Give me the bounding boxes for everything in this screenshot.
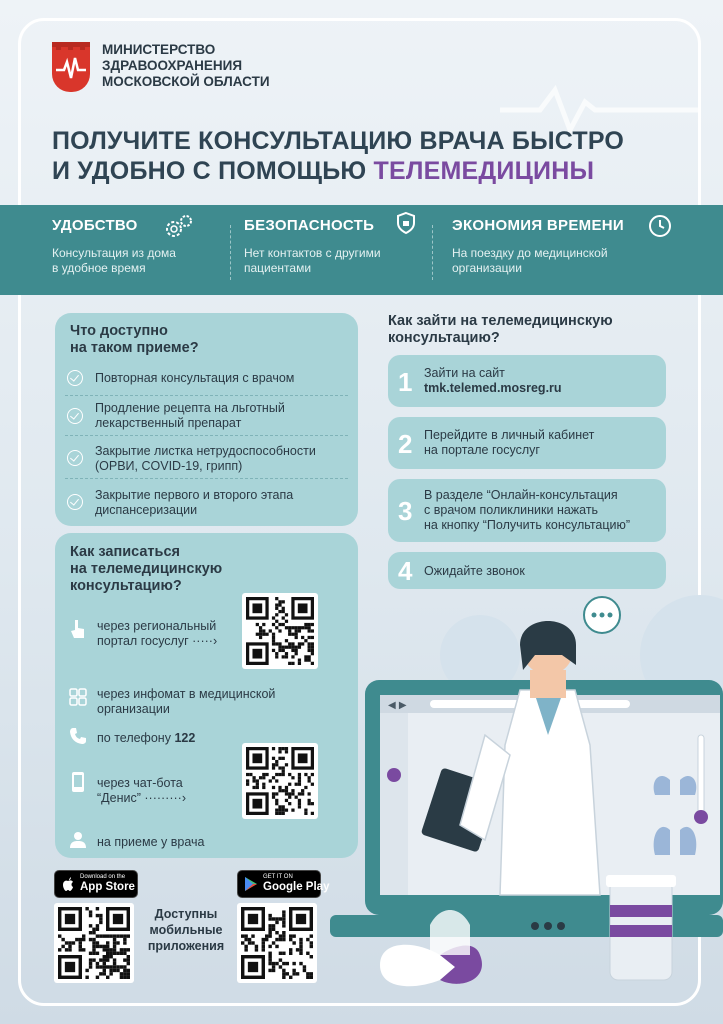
step-2 xyxy=(388,417,666,469)
kiosk-grid-icon xyxy=(69,688,87,706)
step-3 xyxy=(388,479,666,542)
qr-code-chatbot[interactable] xyxy=(242,743,318,819)
available-item xyxy=(95,488,293,518)
check-icon xyxy=(67,408,83,424)
benefit-title: УДОБСТВО xyxy=(52,217,138,234)
available-item xyxy=(95,444,316,474)
headline-line xyxy=(52,156,692,186)
ministry-name xyxy=(102,42,270,90)
ministry-logo xyxy=(52,42,90,92)
qr-pattern xyxy=(58,907,130,979)
benefit-desc xyxy=(452,246,662,276)
benefit-desc-line: Нет контактов с другими xyxy=(244,246,381,260)
signup-way-line: организации xyxy=(97,702,170,716)
signup-title-line: консультацию? xyxy=(70,578,182,594)
available-panel xyxy=(55,313,358,526)
hand-pointer-icon xyxy=(69,618,87,640)
available-item-line: (ОРВИ, COVID-19, грипп) xyxy=(95,459,243,473)
available-item xyxy=(95,401,285,431)
signup-way-infomat xyxy=(97,687,275,717)
signup-panel xyxy=(55,533,358,858)
signup-way-chatbot xyxy=(97,776,186,806)
available-title xyxy=(70,323,199,357)
step-text-line: на портале госуслуг xyxy=(424,443,540,457)
step-text xyxy=(424,428,594,458)
app-store-small-text: Download on the xyxy=(80,874,126,880)
available-item-line: Закрытие первого и второго этапа xyxy=(95,488,294,502)
ministry-name-line: ЗДРАВООХРАНЕНИЯ xyxy=(102,58,243,73)
howto-title-line: консультацию? xyxy=(388,330,500,346)
clock-icon xyxy=(648,214,672,238)
benefit-desc-line: На поездку до медицинской xyxy=(452,246,608,260)
apps-caption-line: мобильные xyxy=(149,923,223,937)
available-item-line: Закрытие листка нетрудоспособности xyxy=(95,444,316,458)
signup-way-doctor xyxy=(97,835,204,850)
step-number: 1 xyxy=(398,367,413,397)
qr-code-gosuslugi[interactable] xyxy=(242,593,318,669)
signup-way-line: на приеме у врача xyxy=(97,835,205,849)
step-text-line: на кнопку “Получить консультацию” xyxy=(424,518,631,532)
divider xyxy=(65,435,348,436)
benefit-desc xyxy=(244,246,424,276)
headline-highlight: ТЕЛЕМЕДИЦИНЫ xyxy=(373,157,595,185)
headline-line: ПОЛУЧИТЕ КОНСУЛЬТАЦИЮ ВРАЧА БЫСТРО xyxy=(52,127,625,155)
qr-pattern xyxy=(241,907,313,979)
qr-code-google-play[interactable] xyxy=(237,903,317,983)
available-item-line: Продление рецепта на льготный xyxy=(95,401,285,415)
benefit-desc xyxy=(52,246,222,276)
signup-title-line: на телемедицинскую xyxy=(70,561,223,577)
headline xyxy=(52,126,692,186)
available-item-line: диспансеризации xyxy=(95,503,198,517)
available-item-line: Повторная консультация с врачом xyxy=(95,371,295,385)
apple-icon xyxy=(61,876,75,892)
available-title-line: на таком приеме? xyxy=(70,340,199,356)
step-text xyxy=(424,488,630,533)
doctor-icon xyxy=(69,831,87,849)
google-play-icon xyxy=(244,876,258,892)
apps-caption xyxy=(140,906,232,954)
benefit-convenience xyxy=(52,217,222,276)
headline-line2-start: И УДОБНО С ПОМОЩЬЮ xyxy=(52,157,374,185)
ministry-name-line: МИНИСТЕРСТВО xyxy=(102,42,216,57)
site-link[interactable]: tmk.telemed.mosreg.ru xyxy=(424,381,562,395)
check-icon xyxy=(67,370,83,386)
arrow-icon: ·········› xyxy=(140,791,186,805)
qr-pattern xyxy=(246,747,314,815)
available-item-line: лекарственный препарат xyxy=(95,416,242,430)
signup-way-line: “Денис” xyxy=(97,791,141,805)
google-play-small-text: GET IT ON xyxy=(263,874,293,880)
howto-title-line: Как зайти на телемедицинскую xyxy=(388,313,613,329)
step-text-line: Зайти на сайт xyxy=(424,366,505,380)
phone-icon xyxy=(69,727,87,745)
signup-way-line: через инфомат в медицинской xyxy=(97,687,276,701)
step-text-line: В разделе “Онлайн-консультация xyxy=(424,488,618,502)
signup-way-line: по телефону xyxy=(97,731,175,745)
band-divider xyxy=(432,225,434,280)
qr-code-app-store[interactable] xyxy=(54,903,134,983)
benefit-desc-line: организации xyxy=(452,261,522,275)
signup-way-gosuslugi xyxy=(97,619,217,649)
step-number: 2 xyxy=(398,429,413,459)
smartphone-icon xyxy=(71,771,85,793)
benefit-time xyxy=(452,217,662,276)
signup-title-line: Как записаться xyxy=(70,544,180,560)
gears-icon xyxy=(162,213,194,239)
step-number: 4 xyxy=(398,556,413,586)
available-item xyxy=(95,371,294,386)
signup-way-line: через региональный xyxy=(97,619,217,633)
step-text-line: с врачом поликлиники нажать xyxy=(424,503,599,517)
app-store-label: App Store xyxy=(80,881,135,893)
howto-title xyxy=(388,313,613,347)
divider xyxy=(65,395,348,396)
benefit-title: БЕЗОПАСНОСТЬ xyxy=(244,217,375,234)
google-play-badge[interactable] xyxy=(237,870,330,898)
signup-way-phone xyxy=(97,731,195,746)
step-text-line: Перейдите в личный кабинет xyxy=(424,428,595,442)
step-4 xyxy=(388,552,666,589)
step-number: 3 xyxy=(398,496,413,526)
qr-pattern xyxy=(246,597,314,665)
divider xyxy=(65,478,348,479)
apps-caption-line: приложения xyxy=(147,939,225,953)
check-icon xyxy=(67,494,83,510)
benefit-desc-line: Консультация из дома xyxy=(52,246,176,260)
available-title-line: Что доступно xyxy=(70,323,168,339)
check-icon xyxy=(67,450,83,466)
signup-way-line: через чат-бота xyxy=(97,776,183,790)
signup-title xyxy=(70,544,222,595)
doctor-laptop-illustration xyxy=(330,595,723,1005)
benefit-desc-line: пациентами xyxy=(244,261,312,275)
phone-number[interactable]: 122 xyxy=(174,731,196,745)
svg-text:◀ ▶: ◀ ▶ xyxy=(388,700,407,711)
signup-way-line: портал госуслуг xyxy=(97,634,189,648)
google-play-label: Google Play xyxy=(263,881,330,893)
benefit-desc-line: в удобное время xyxy=(52,261,146,275)
benefits-band xyxy=(0,205,723,295)
step-1 xyxy=(388,355,666,407)
shield-icon xyxy=(396,211,416,235)
benefit-title: ЭКОНОМИЯ ВРЕМЕНИ xyxy=(452,217,624,234)
step-text xyxy=(424,564,525,579)
arrow-icon: ·····› xyxy=(188,634,218,648)
step-text xyxy=(424,366,562,396)
step-text-line: Ожидайте звонок xyxy=(424,564,525,578)
band-divider xyxy=(230,225,232,280)
ministry-name-line: МОСКОВСКОЙ ОБЛАСТИ xyxy=(102,74,270,89)
app-store-badge[interactable] xyxy=(54,870,138,898)
apps-caption-line: Доступны xyxy=(154,907,218,921)
